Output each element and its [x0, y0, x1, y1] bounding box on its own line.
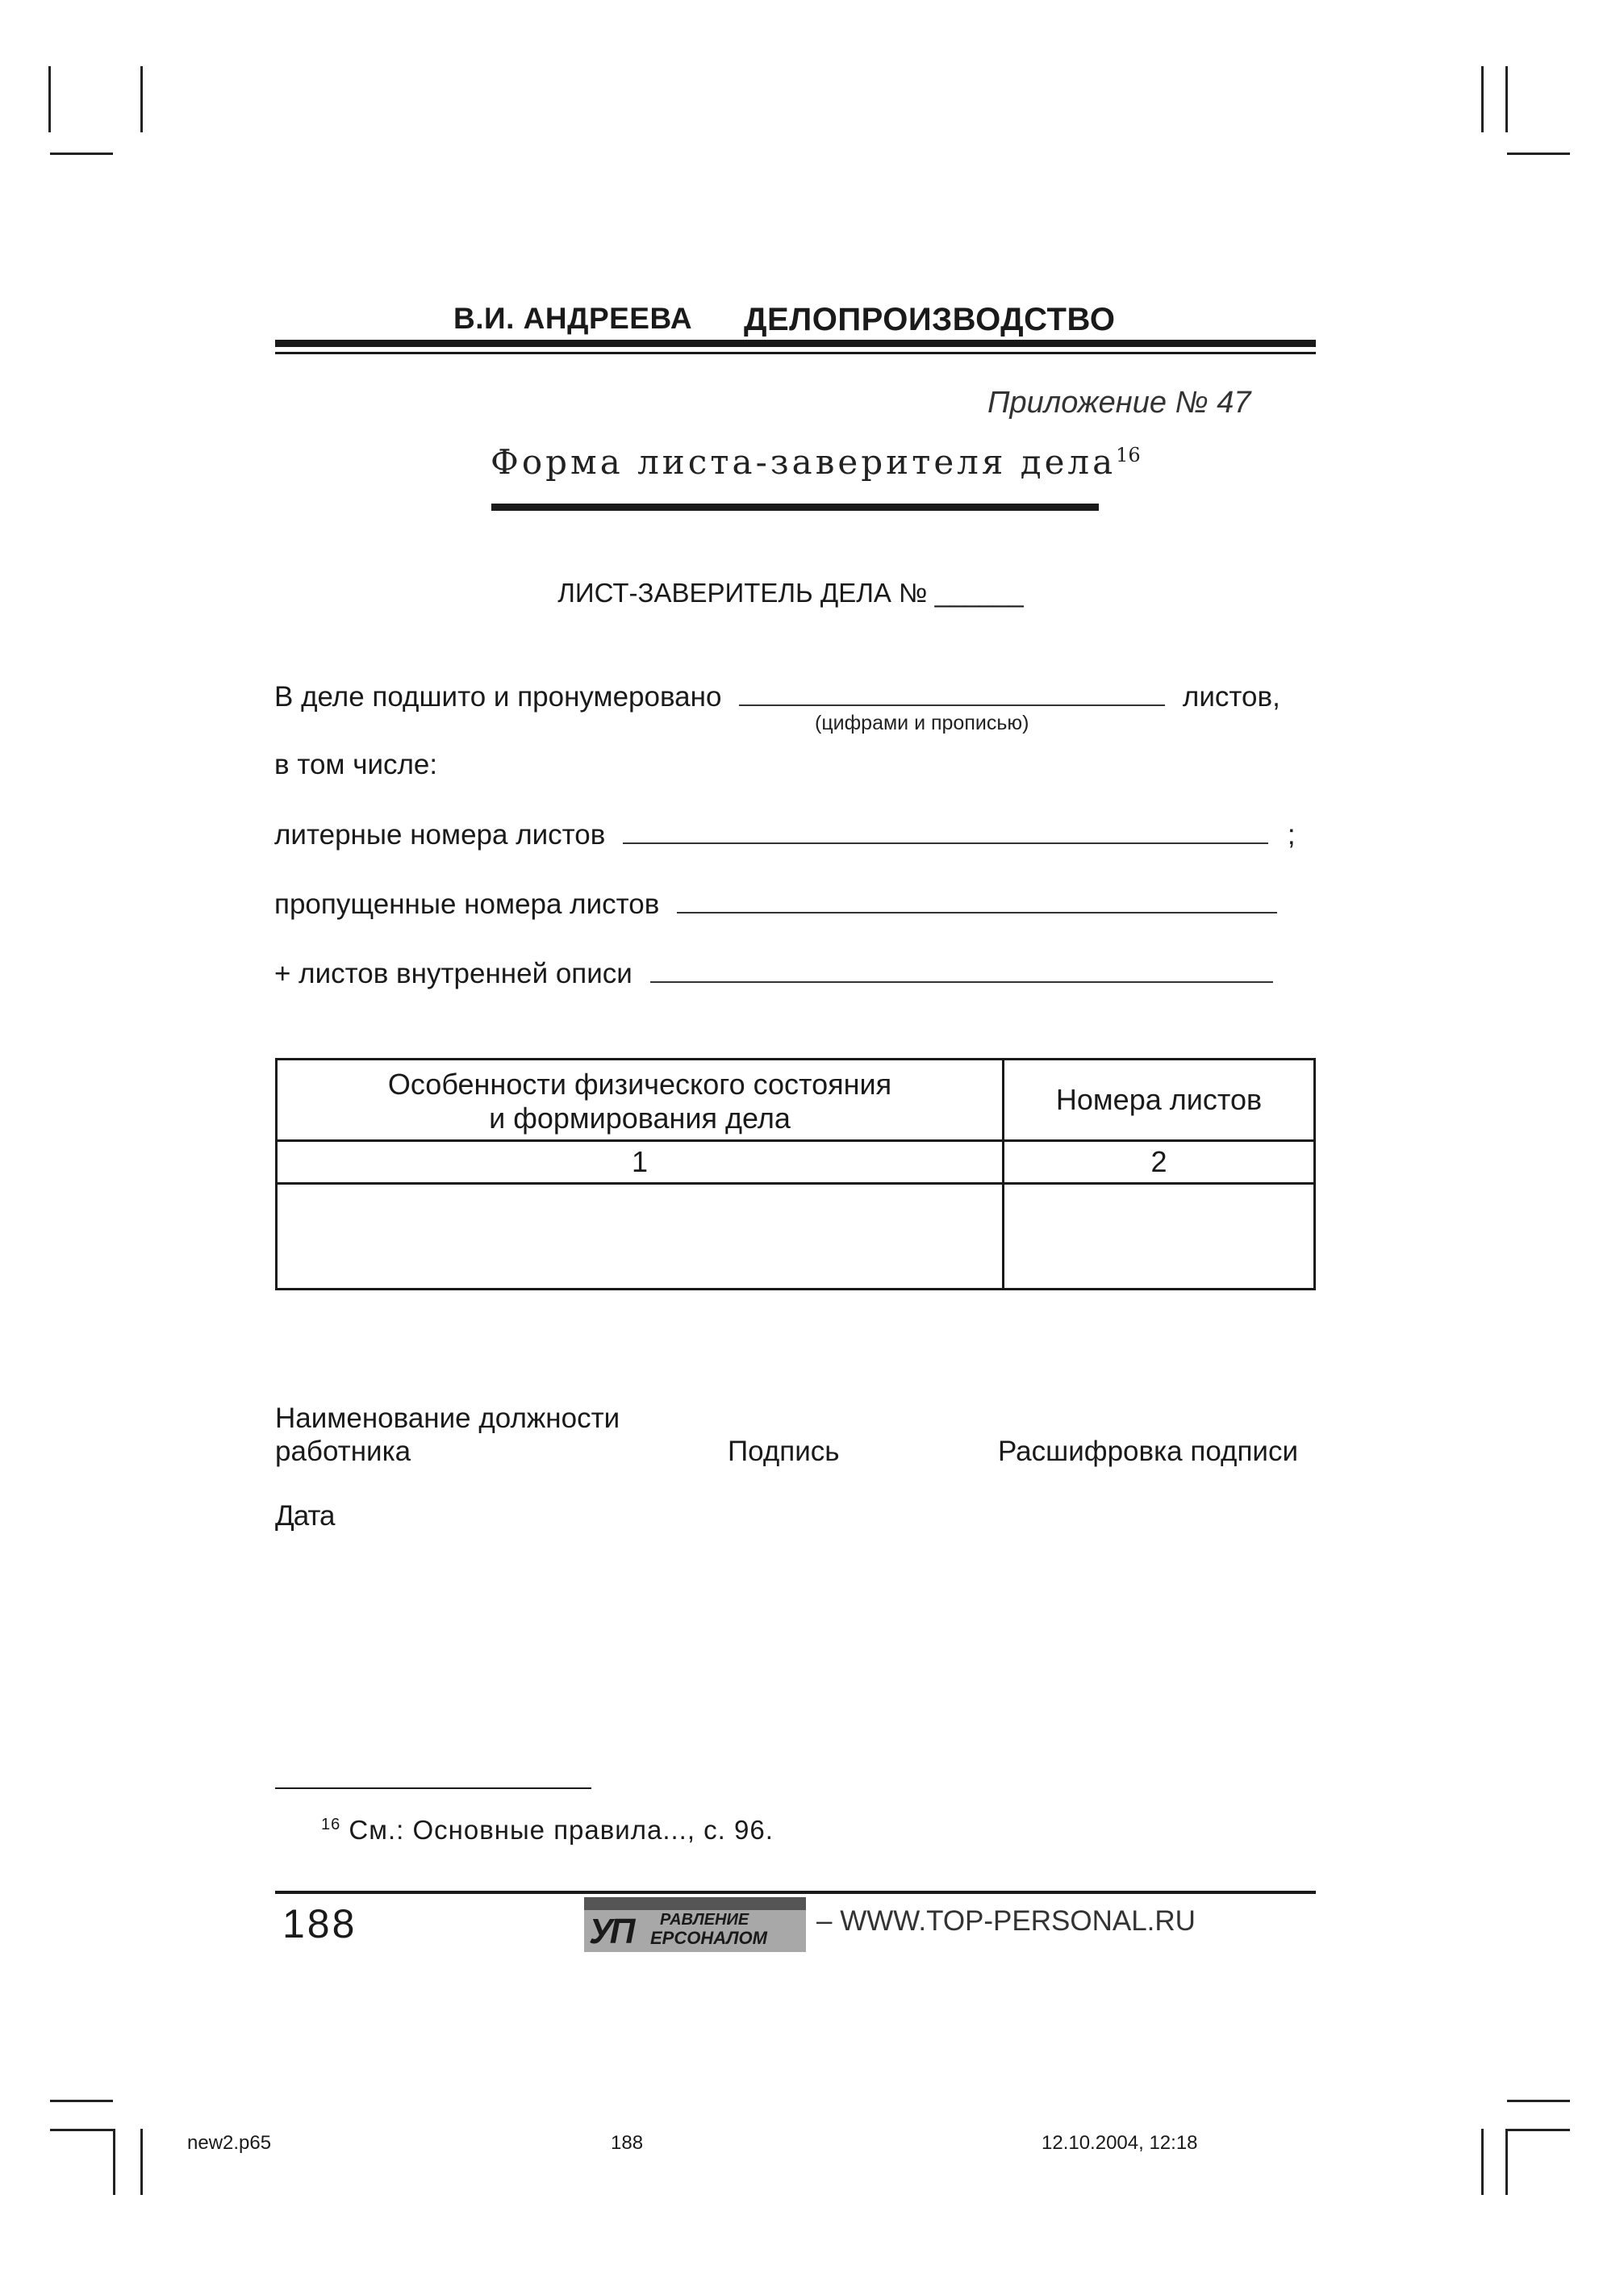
date-label: Дата	[275, 1500, 335, 1532]
signature-label: Подпись	[728, 1436, 840, 1467]
crop-mark	[50, 2100, 113, 2102]
page-number: 188	[282, 1901, 357, 1946]
form-title	[491, 442, 1141, 482]
crop-mark	[1481, 2129, 1484, 2195]
document-heading: ЛИСТ-ЗАВЕРИТЕЛЬ ДЕЛА № ______	[557, 578, 1024, 608]
form-title-footnote-ref: 16	[1116, 444, 1141, 466]
position-label-line1: Наименование должности	[275, 1403, 620, 1434]
slug-filename: new2.p65	[187, 2132, 272, 2154]
table-cell-empty	[1004, 1184, 1315, 1290]
table-header-col1-line2: и формирования дела	[489, 1102, 791, 1135]
sheets-count-blank	[739, 680, 1165, 706]
sheets-count-trail: листов,	[1182, 681, 1280, 713]
missing-numbers-line	[274, 888, 1277, 921]
header-rule-thin	[275, 352, 1316, 354]
logo-strip	[584, 1897, 806, 1910]
table-cell-empty	[277, 1184, 1004, 1290]
table-col2-number: 2	[1004, 1141, 1315, 1184]
logo-text-line2: ЕРСОНАЛОМ	[650, 1928, 767, 1948]
crop-mark	[140, 66, 143, 132]
crop-mark	[1507, 2100, 1570, 2102]
table-header-col2: Номера листов	[1004, 1060, 1315, 1141]
crop-mark	[50, 2129, 113, 2131]
form-title-underline	[491, 504, 1099, 511]
inventory-sheets-blank	[650, 957, 1273, 983]
table-header-col1-line1: Особенности физического состояния	[387, 1068, 892, 1101]
letter-numbers-label: литерные номера листов	[274, 819, 606, 851]
publisher-logo	[584, 1897, 806, 1952]
appendix-label: Приложение № 47	[987, 386, 1251, 420]
logo-mark: УП	[589, 1912, 632, 1951]
missing-numbers-label: пропущенные номера листов	[274, 888, 660, 920]
form-title-text: Форма листа-заверителя дела	[491, 442, 1117, 482]
including-label: в том числе:	[274, 749, 438, 780]
letter-numbers-blank	[623, 818, 1268, 844]
crop-mark	[1505, 66, 1508, 132]
inventory-sheets-line	[274, 957, 1273, 990]
inventory-sheets-label: + листов внутренней описи	[274, 958, 632, 989]
website-link[interactable]: – WWW.TOP-PERSONAL.RU	[816, 1905, 1196, 1937]
header-rule-thick	[275, 340, 1316, 347]
physical-condition-table	[275, 1058, 1316, 1290]
crop-mark	[48, 66, 51, 132]
running-header-title: ДЕЛОПРОИЗВОДСТВО	[744, 302, 1116, 337]
sheets-count-line	[274, 680, 1280, 713]
crop-mark	[140, 2129, 143, 2195]
table-header-row	[277, 1060, 1315, 1141]
table-number-row	[277, 1141, 1315, 1184]
sheets-count-hint: (цифрами и прописью)	[815, 712, 1029, 734]
crop-mark	[50, 153, 113, 155]
letter-numbers-line	[274, 818, 1296, 851]
table-col1-number: 1	[277, 1141, 1004, 1184]
footer-rule	[275, 1891, 1316, 1894]
crop-mark	[1507, 2129, 1570, 2131]
footnote-text: См.: Основные правила..., с. 96.	[349, 1815, 774, 1845]
position-label-line2: работника	[275, 1436, 411, 1467]
slug-page: 188	[611, 2132, 644, 2154]
signature-decoding-label: Расшифровка подписи	[998, 1436, 1298, 1467]
table-row	[277, 1184, 1315, 1290]
footnote-rule	[275, 1787, 591, 1789]
missing-numbers-blank	[677, 888, 1277, 913]
footnote-number: 16	[321, 1816, 341, 1833]
table-header-col1	[277, 1060, 1004, 1141]
running-header-author: В.И. АНДРЕЕВА	[453, 302, 693, 335]
slug-datetime: 12.10.2004, 12:18	[1042, 2132, 1198, 2154]
letter-numbers-end: ;	[1287, 819, 1296, 851]
footnote	[321, 1815, 774, 1846]
crop-mark	[113, 2129, 115, 2195]
crop-mark	[1481, 66, 1484, 132]
logo-text-line1: РАВЛЕНИЕ	[660, 1911, 749, 1929]
crop-mark	[1507, 153, 1570, 155]
sheets-count-label: В деле подшито и пронумеровано	[274, 681, 722, 713]
crop-mark	[1505, 2129, 1508, 2195]
